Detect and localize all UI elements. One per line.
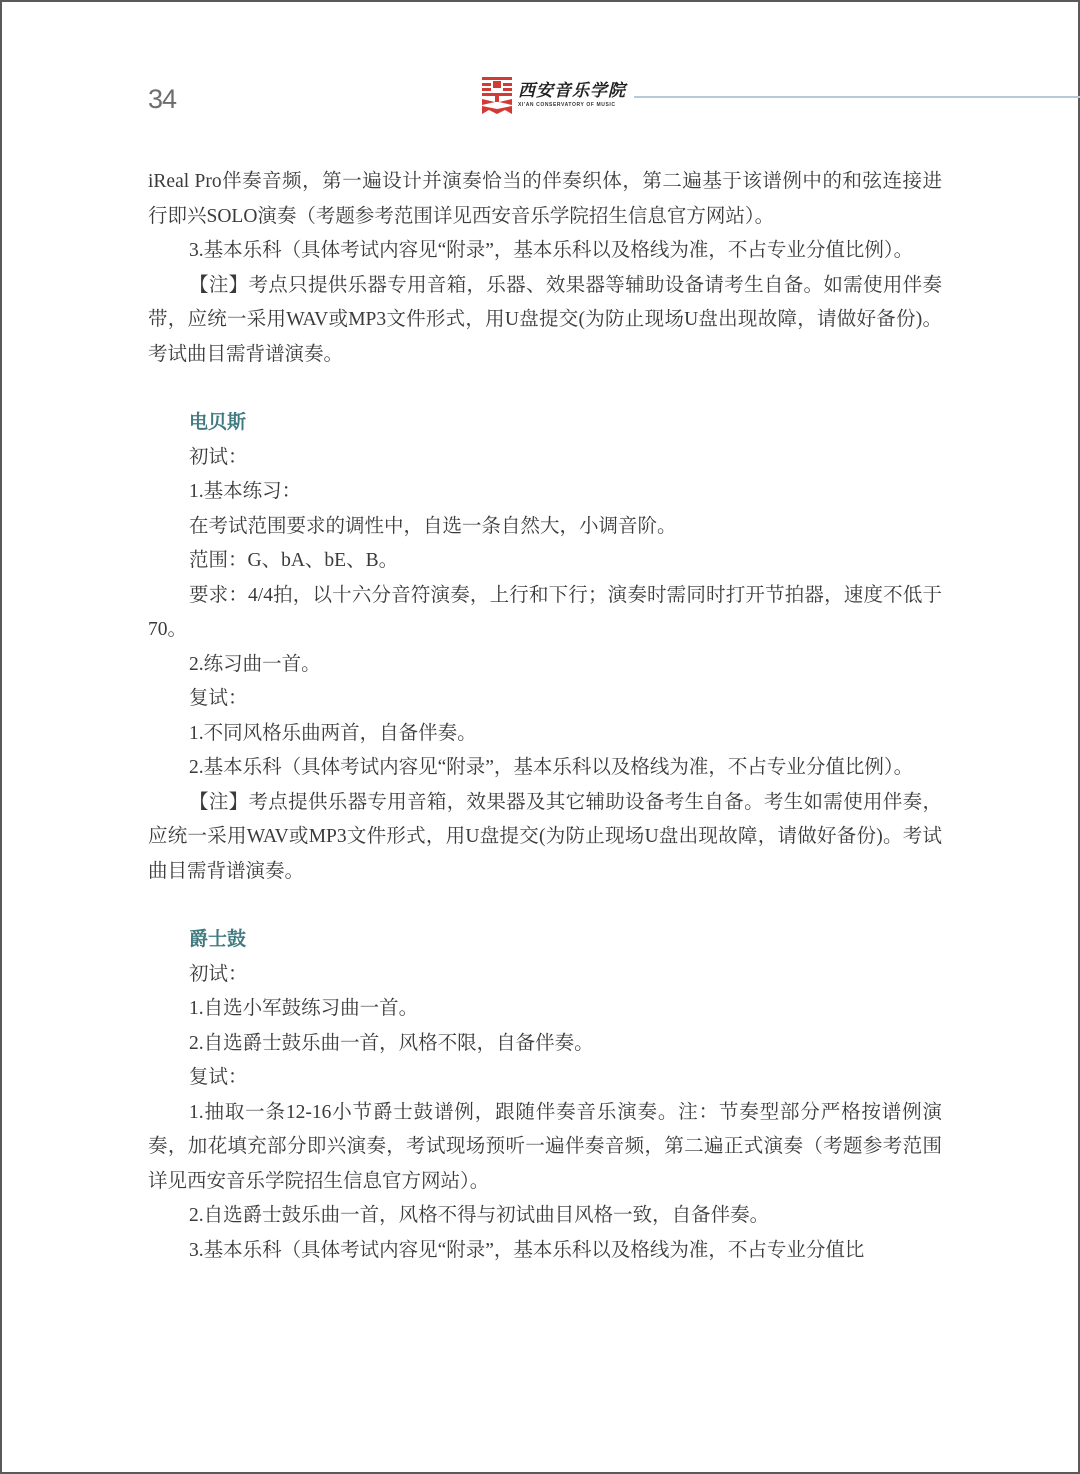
bass-line: 2.基本乐科（具体考试内容见“附录”，基本乐科以及格线为准，不占专业分值比例）。 [189, 757, 914, 778]
header-rule [634, 96, 1080, 98]
bass-line: 2.练习曲一首。 [189, 653, 321, 675]
intro-note: 【注】考点只提供乐器专用音箱，乐器、效果器等辅助设备请考生自备。如需使用伴奏带，应统一采用WAV或MP3文件形式，用U盘提交(为防止现场U盘出现故障，请做好备份)。考试曲目需背谱演奏。 [148, 274, 942, 365]
intro-paragraph-2: 3.基本乐科（具体考试内容见“附录”，基本乐科以及格线为准，不占专业分值比例）。 [189, 240, 914, 261]
conservatory-logo [480, 74, 626, 116]
page-body [148, 165, 942, 1268]
drums-line: 复试： [189, 1067, 248, 1088]
bass-line: 1.基本练习： [189, 481, 302, 502]
bass-line: 复试： [189, 688, 248, 709]
drums-line: 2.自选爵士鼓乐曲一首，风格不得与初试曲目风格一致，自备伴奏。 [189, 1205, 770, 1226]
section-heading-jazz-drums: 爵士鼓 [189, 929, 247, 950]
drums-line: 1.自选小军鼓练习曲一首。 [189, 998, 419, 1019]
logo-chinese-name: 西安音乐学院 [518, 81, 626, 101]
drums-line: 1.抽取一条12-16小节爵士鼓谱例，跟随伴奏音乐演奏。注：节奏型部分严格按谱例演奏，加花填充部分即兴演奏，考试现场预听一遍伴奏音频，第二遍正式演奏（考题参考范围详见西安音乐学院招生信息官方网站）。 [148, 1101, 942, 1192]
section-gap [148, 889, 942, 923]
drums-line: 2.自选爵士鼓乐曲一首，风格不限，自备伴奏。 [189, 1032, 594, 1054]
logo-english-name: XI'AN CONSERVATORY OF MUSIC [518, 102, 616, 108]
bass-line: 在考试范围要求的调性中，自选一条自然大，小调音阶。 [189, 515, 677, 537]
bass-line: 要求：4/4拍，以十六分音符演奏，上行和下行；演奏时需同时打开节拍器，速度不低于70。 [148, 584, 942, 640]
intro-paragraph-1: iReal Pro伴奏音频，第一遍设计并演奏恰当的伴奏织体，第二遍基于该谱例中的和弦连接进行即兴SOLO演奏（考题参考范围详见西安音乐学院招生信息官方网站）。 [148, 171, 942, 227]
bass-line: 初试： [189, 446, 248, 468]
page-number: 34 [148, 84, 177, 114]
drums-line: 初试： [189, 963, 248, 985]
conservatory-emblem-icon [480, 75, 514, 115]
drums-line: 3.基本乐科（具体考试内容见“附录”，基本乐科以及格线为准，不占专业分值比 [189, 1239, 865, 1261]
bass-line: 1.不同风格乐曲两首，自备伴奏。 [189, 722, 477, 744]
section-heading-electric-bass: 电贝斯 [189, 412, 247, 433]
section-gap [148, 372, 942, 406]
bass-note: 【注】考点提供乐器专用音箱，效果器及其它辅助设备考生自备。考生如需使用伴奏，应统一采用WAV或MP3文件形式，用U盘提交(为防止现场U盘出现故障，请做好备份)。考试曲目需背谱演奏。 [148, 791, 942, 882]
bass-line: 范围：G、bA、bE、B。 [189, 550, 399, 571]
